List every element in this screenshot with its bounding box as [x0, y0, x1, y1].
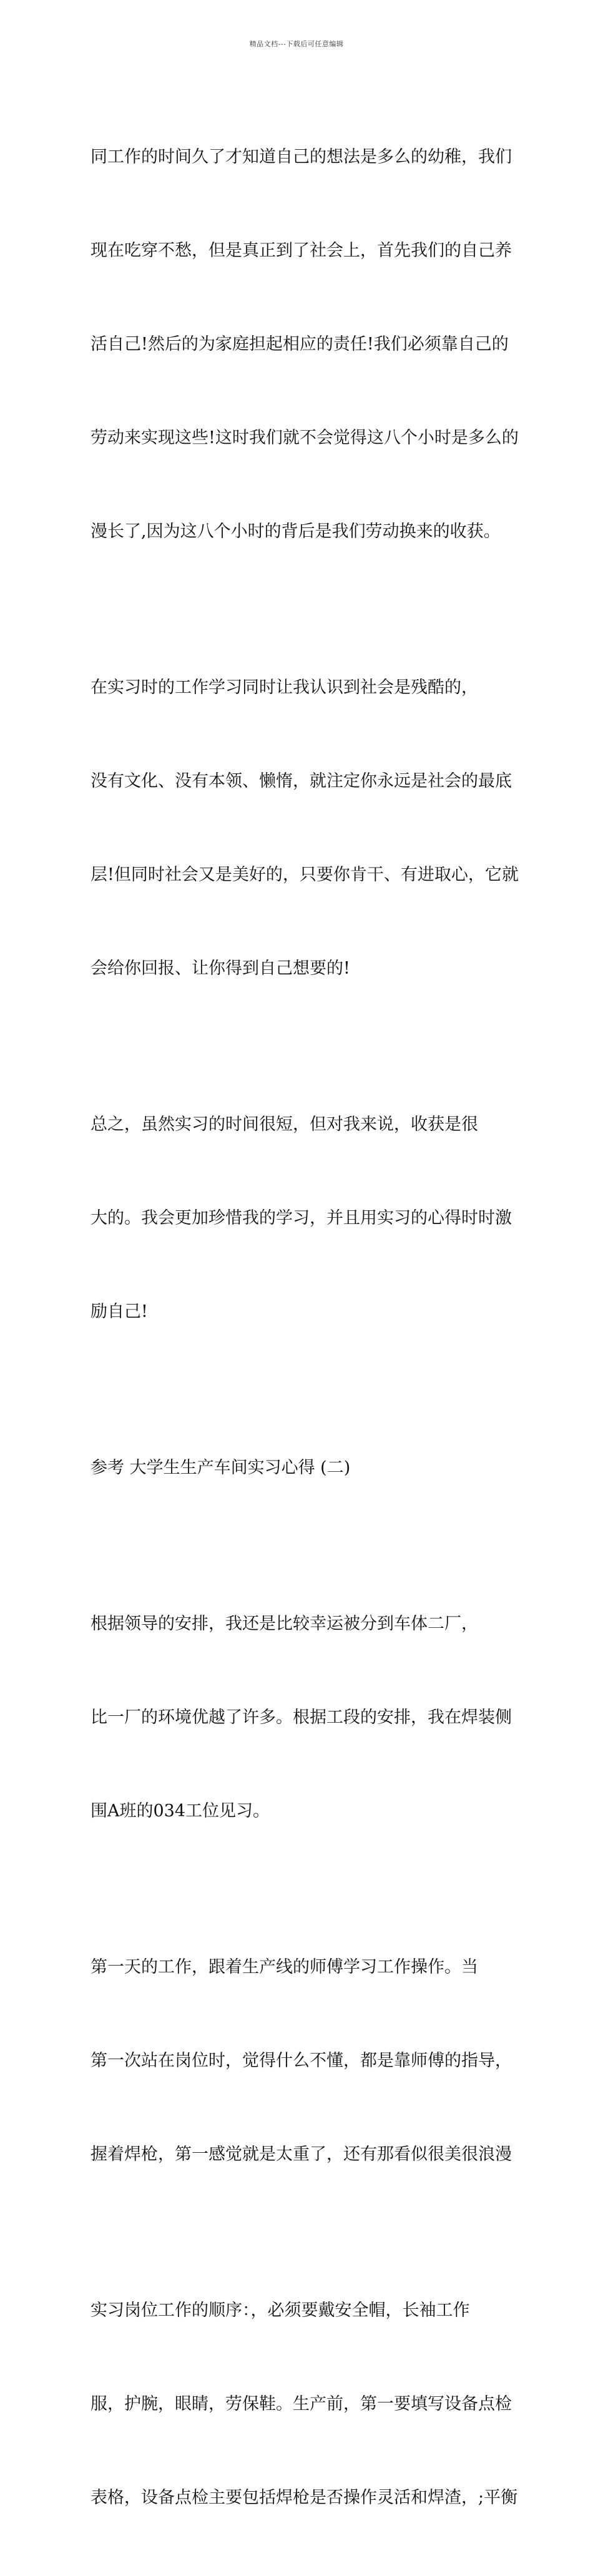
- paragraph-5: [91, 1889, 512, 2233]
- paragraph-3: [91, 1047, 512, 1390]
- text-line: 根据领导的安排，我还是比较幸运被分到车体二厂，: [91, 1614, 478, 1633]
- text-line: 漫长了,因为这八个小时的背后是我们劳动换来的收获。: [91, 522, 501, 541]
- section-title: [91, 1390, 507, 1546]
- document-body: [91, 79, 519, 2576]
- paragraph-4: [91, 1546, 512, 1889]
- text-line: 第一次站在岗位时，觉得什么不懂，都是靠师傅的指导，: [91, 2051, 512, 2070]
- text-line: 服，护腕，眼睛，劳保鞋。生产前，第一要填写设备点检: [91, 2394, 512, 2414]
- text-line: 总之，虽然实习的时间很短，但对我来说，收获是很: [91, 1115, 478, 1134]
- text-line: 大的。我会更加珍惜我的学习，并且用实习的心得时时激: [91, 1208, 512, 1228]
- text-line: 同工作的时间久了才知道自己的想法是多么的幼稚，我们: [91, 147, 512, 167]
- text-line: 握着焊枪，第一感觉就是太重了，还有那看似很美很浪漫: [91, 2145, 512, 2164]
- text-line: 实习岗位工作的顺序：，必须要戴安全帽，长袖工作: [91, 2301, 470, 2320]
- text-line: 现在吃穿不愁，但是真正到了社会上，首先我们的自己养: [91, 241, 512, 260]
- text-line: 没有文化、没有本领、懒惰，就注定你永远是社会的最底: [91, 771, 512, 791]
- text-line: 活自己!然后的为家庭担起相应的责任!我们必须靠自己的: [91, 335, 509, 354]
- text-line: 层!但同时社会又是美好的，只要你肯干、有进取心，它就: [91, 865, 519, 884]
- text-line: 在实习时的工作学习同时让我认识到社会是残酷的，: [91, 678, 478, 697]
- text-line: 第一天的工作，跟着生产线的师傅学习工作操作。当: [91, 1957, 478, 1977]
- text-line: 励自己!: [91, 1302, 148, 1321]
- text-line: 劳动来实现这些!这时我们就不会觉得这八个小时是多么的: [91, 428, 519, 448]
- text-line: 表格，设备点检主要包括焊枪是否操作灵活和焊渣，;平衡: [91, 2488, 518, 2507]
- page-header: 精品文档---下载后可任意编辑: [249, 40, 344, 48]
- paragraph-1: [91, 79, 519, 610]
- text-line: 比一厂的环境优越了许多。根据工段的安排，我在焊装侧: [91, 1708, 512, 1727]
- paragraph-6: [91, 2233, 518, 2576]
- text-line: 围A班的034工位见习。: [91, 1801, 270, 1821]
- text-line: 参考 大学生生产车间实习心得 (二): [91, 1458, 351, 1477]
- text-line: 会给你回报、让你得到自己想要的!: [91, 959, 350, 978]
- paragraph-2: [91, 610, 519, 1047]
